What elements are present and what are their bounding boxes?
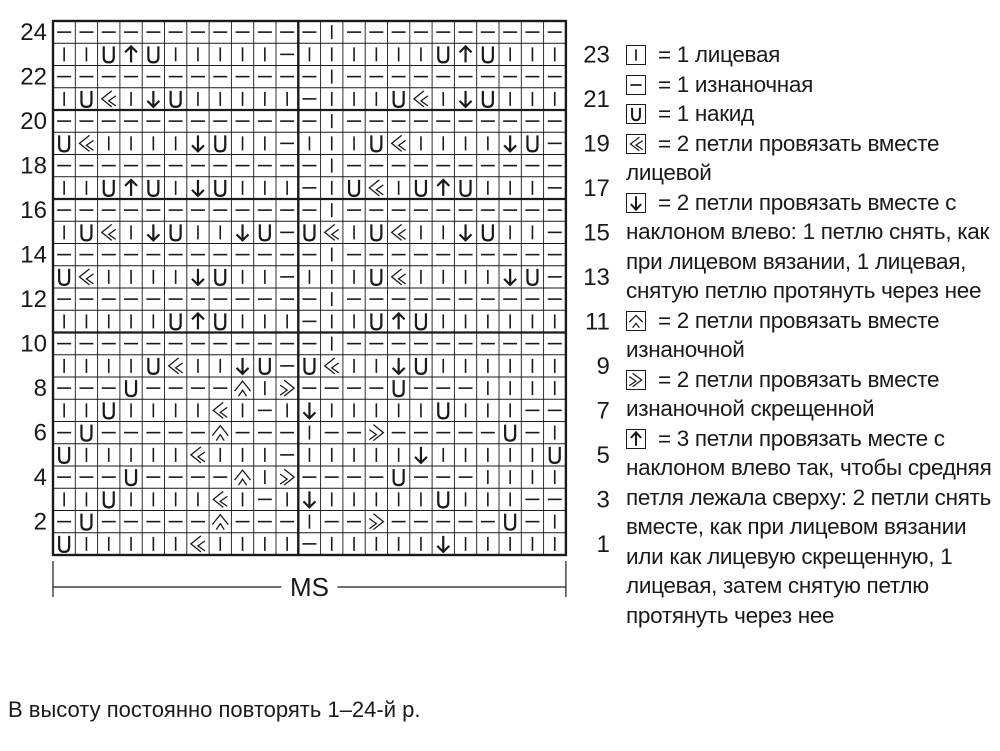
stitch-cell (304, 224, 314, 240)
row-number-left: 10 (20, 330, 47, 358)
legend-item-p2tog (626, 306, 994, 365)
stitch-cell (191, 536, 205, 552)
row-number-right: 19 (583, 130, 610, 158)
stitch-cell (460, 224, 472, 240)
stitch-cell (325, 224, 339, 240)
row-number-right: 13 (583, 263, 610, 291)
stitch-cell (79, 269, 93, 285)
row-number-right: 17 (583, 174, 610, 202)
stitch-cell (171, 313, 181, 329)
legend-item-k2tog (626, 129, 994, 188)
row-number-left: 4 (33, 464, 47, 492)
stitch-cell (191, 447, 205, 463)
stitch-cell (59, 447, 69, 463)
legend-text: = 2 петли провязать вместе с наклоном влево: 1 петлю снять, как при лицевом вязании, 1 лицевая, снятую петлю протянуть через нее (626, 189, 990, 303)
stitch-cell (102, 224, 116, 240)
row-number-left: 24 (20, 19, 47, 47)
legend-text: = 3 петли провязать месте с наклоном влево так, чтобы средняя петля лежала сверху: 2 петли снять вместе, как при лицевом вязании или как лицевую скрещенную, 1 лицевая, затем снятую петлю протянуть через нее (626, 425, 992, 628)
stitch-cell (104, 491, 114, 507)
stitch-cell (369, 180, 383, 196)
stitch-cell (438, 491, 448, 507)
stitch-cell (527, 135, 537, 151)
legend-text: = 2 петли провязать вместе изнаночной (626, 307, 940, 362)
row-number-right: 1 (596, 530, 610, 558)
stitch-cell (505, 425, 515, 441)
stitch-cell (169, 358, 183, 374)
stitch-cell (460, 46, 472, 62)
stitch-cell (59, 536, 69, 552)
row-number-left: 16 (20, 197, 47, 225)
legend-item-knit (626, 40, 994, 70)
row-number-right: 5 (596, 441, 610, 469)
chart-cells (57, 25, 562, 552)
stitch-cell (349, 180, 359, 196)
stitch-cell (126, 380, 136, 396)
row-number-right: 21 (583, 85, 610, 113)
stitch-cell (235, 470, 251, 485)
stitch-cell (192, 313, 204, 329)
row-number-left: 6 (33, 419, 47, 447)
stitch-cell (212, 426, 228, 441)
stitch-cell (237, 358, 249, 374)
stitch-cell (371, 313, 381, 329)
stitch-cell (215, 180, 225, 196)
stitch-cell (192, 135, 204, 151)
stitch-cell (104, 402, 114, 418)
stitch-cell (369, 514, 383, 530)
stitch-cell (483, 224, 493, 240)
stitch-cell (392, 224, 406, 240)
legend-item-cdd (626, 424, 994, 631)
stitch-cell (59, 269, 69, 285)
stitch-cell (147, 91, 159, 107)
stitch-cell (527, 269, 537, 285)
row-number-right: 15 (583, 219, 610, 247)
stitch-cell (416, 180, 426, 196)
stitch-cell (147, 224, 159, 240)
stitch-cell (371, 269, 381, 285)
stitch-cell (171, 91, 181, 107)
stitch-cell (81, 224, 91, 240)
stitch-cell (369, 425, 383, 441)
legend (626, 40, 994, 630)
legend-text: = 2 петли провязать вместе лицевой (626, 130, 940, 185)
stitch-cell (148, 358, 158, 374)
stitch-cell (126, 469, 136, 485)
stitch-cell (81, 425, 91, 441)
stitch-cell (215, 269, 225, 285)
stitch-cell (303, 402, 315, 418)
stitch-cell (504, 135, 516, 151)
stitch-cell (303, 491, 315, 507)
stitch-cell (215, 313, 225, 329)
stitch-cell (438, 46, 448, 62)
stitch-cell (280, 469, 294, 485)
yo-symbol-icon (626, 104, 646, 124)
stitch-cell (212, 515, 228, 530)
stitch-cell (483, 46, 493, 62)
row-number-left: 14 (20, 241, 47, 269)
row-number-left: 20 (20, 108, 47, 136)
stitch-cell (438, 402, 448, 418)
cdd-symbol-icon (626, 429, 646, 449)
row-number-right: 3 (596, 486, 610, 514)
stitch-cell (460, 91, 472, 107)
stitch-cell (371, 224, 381, 240)
row-number-left: 18 (20, 152, 47, 180)
stitch-cell (148, 46, 158, 62)
ssk-symbol-icon (626, 193, 646, 213)
stitch-cell (79, 135, 93, 151)
stitch-cell (461, 180, 471, 196)
knit-symbol-icon (626, 45, 646, 65)
stitch-cell (81, 514, 91, 530)
legend-item-purl (626, 70, 994, 100)
stitch-cell (392, 269, 406, 285)
stitch-cell (102, 91, 116, 107)
k2tog-symbol-icon (626, 134, 646, 154)
purl-symbol-icon (626, 75, 646, 95)
stitch-cell (415, 447, 427, 463)
stitch-cell (81, 91, 91, 107)
stitch-cell (237, 224, 249, 240)
stitch-cell (392, 135, 406, 151)
stitch-cell (304, 358, 314, 374)
p2tog-tbl-symbol-icon (626, 370, 646, 390)
legend-text: = 1 лицевая (657, 42, 781, 67)
legend-text: = 2 петли провязать вместе изнаночной скрещенной (626, 366, 940, 421)
row-number-right: 7 (596, 397, 610, 425)
row-number-left: 2 (33, 508, 47, 536)
stitch-cell (437, 536, 449, 552)
stitch-cell (104, 46, 114, 62)
stitch-cell (59, 135, 69, 151)
legend-text: = 1 изнаночная (657, 71, 814, 97)
stitch-cell (125, 46, 137, 62)
stitch-cell (280, 380, 294, 396)
legend-item-yo (626, 99, 994, 129)
ms-bracket (53, 561, 566, 602)
stitch-cell (125, 180, 137, 196)
stitch-cell (148, 180, 158, 196)
stitch-cell (394, 380, 404, 396)
ms-label: MS (289, 572, 329, 602)
stitch-cell (171, 224, 181, 240)
stitch-cell (192, 180, 204, 196)
row-number-right: 9 (596, 352, 610, 380)
row-number-left: 22 (20, 63, 47, 91)
stitch-cell (416, 313, 426, 329)
row-number-right: 23 (583, 41, 610, 69)
stitch-cell (215, 135, 225, 151)
stitch-cell (213, 491, 227, 507)
stitch-cell (394, 469, 404, 485)
stitch-cell (483, 91, 493, 107)
stitch-cell (505, 514, 515, 530)
stitch-cell (437, 180, 449, 196)
repeat-note: В высоту постоянно повторять 1–24-й р. (8, 697, 421, 722)
stitch-cell (416, 358, 426, 374)
row-number-left: 12 (20, 286, 47, 314)
row-number-right: 11 (584, 308, 610, 336)
legend-item-ssk (626, 188, 994, 306)
stitch-cell (213, 402, 227, 418)
chart-grid (53, 21, 566, 555)
stitch-cell (394, 91, 404, 107)
stitch-cell (550, 447, 560, 463)
stitch-cell (504, 269, 516, 285)
stitch-cell (235, 381, 251, 396)
stitch-cell (260, 358, 270, 374)
stitch-cell (414, 91, 428, 107)
stitch-cell (325, 358, 339, 374)
stitch-cell (393, 358, 405, 374)
stitch-cell (393, 313, 405, 329)
stitch-cell (104, 180, 114, 196)
legend-item-p2tog-tbl (626, 365, 994, 424)
legend-text: = 1 накид (657, 101, 754, 126)
row-number-left: 8 (33, 375, 47, 403)
stitch-cell (260, 224, 270, 240)
stitch-cell (371, 135, 381, 151)
p2tog-symbol-icon (626, 311, 646, 331)
stitch-cell (192, 269, 204, 285)
